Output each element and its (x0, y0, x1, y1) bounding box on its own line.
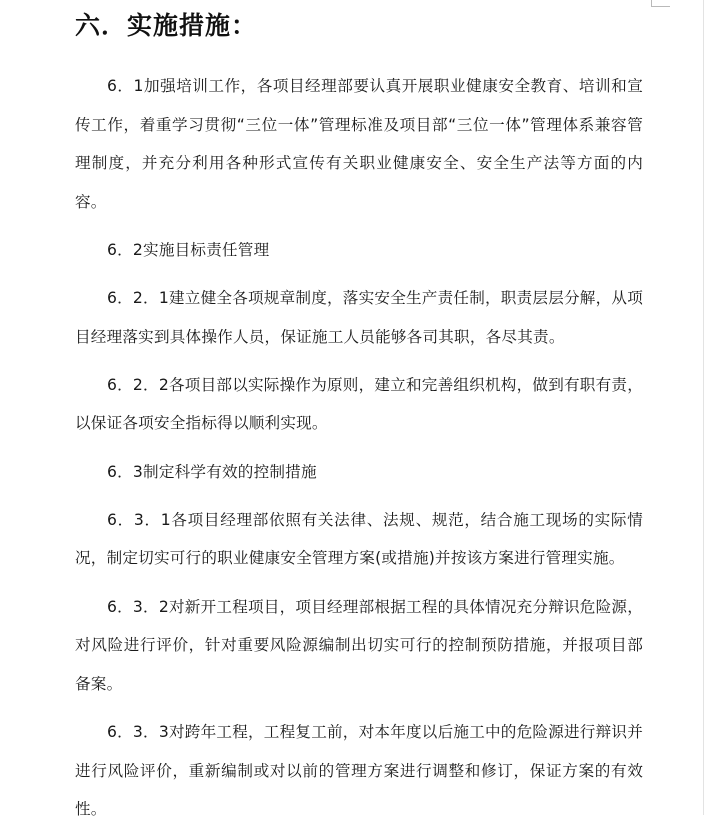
paragraph-6-2: 6．2实施目标责任管理 (107, 240, 270, 259)
paragraph-6-3-1: 6．3．1各项目经理部依照有关法律、法规、规范，结合施工现场的实际情况，制定切实可行的职业健康安全管理方案(或措施)并按该方案进行管理实施。 (75, 510, 643, 568)
paragraph-6-1: 6．1加强培训工作，各项目经理部要认真开展职业健康安全教育、培训和宣传工作，着重学习贯彻“三位一体”管理标准及项目部“三位一体”管理体系兼容管理制度，并充分利用各种形式宣传有关职业健康安全、安全生产法等方面的内容。 (75, 77, 643, 211)
section-heading: 六．实施措施： (75, 11, 258, 40)
paragraph-6-2-2: 6．2．2各项目部以实际操作为原则，建立和完善组织机构，做到有职有责，以保证各项安全指标得以顺利实现。 (75, 375, 643, 433)
paragraph-6-3-2: 6．3．2对新开工程项目，项目经理部根据工程的具体情况充分辩识危险源，对风险进行评价，针对重要风险源编制出切实可行的控制预防措施，并报项目部备案。 (75, 597, 643, 693)
margin-corner-mark (651, 0, 670, 7)
paragraph-6-3-3: 6．3．3对跨年工程，工程复工前，对本年度以后施工中的危险源进行辩识并进行风险评价，重新编制或对以前的管理方案进行调整和修订，保证方案的有效性。 (75, 723, 643, 819)
paragraph-6-2-1: 6．2．1建立健全各项规章制度，落实安全生产责任制，职责层层分解，从项目经理落实到具体操作人员，保证施工人员能够各司其职，各尽其责。 (75, 289, 643, 346)
paragraph-6-3: 6．3制定科学有效的控制措施 (107, 462, 317, 481)
document-body (75, 67, 643, 838)
page-edge (703, 0, 704, 815)
